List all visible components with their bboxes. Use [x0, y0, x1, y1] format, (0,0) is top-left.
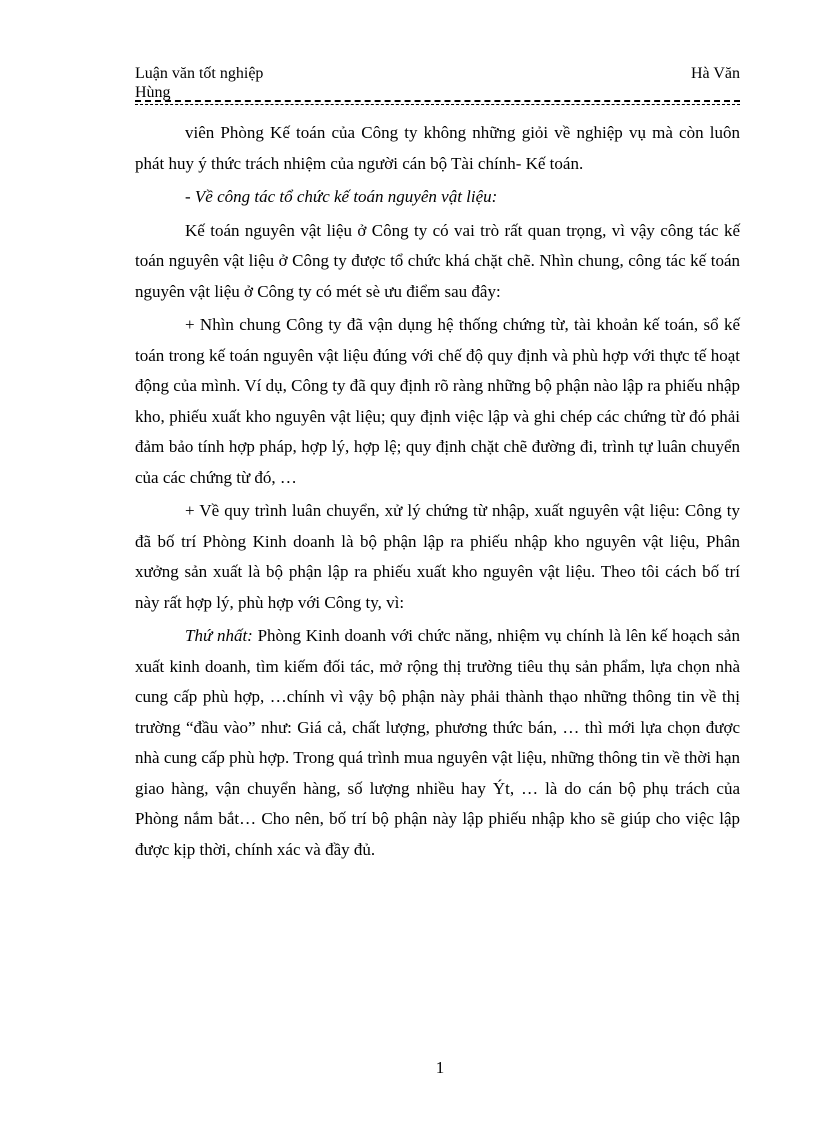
header-divider — [135, 100, 740, 102]
page-number: 1 — [435, 1058, 445, 1077]
first-reason-text: Phòng Kinh doanh với chức năng, nhiệm vụ chính là lên kế hoạch sản xuất kinh doanh, tìm kiếm đối tác, mở rộng thị trường tiêu thụ sản phẩm, lựa chọn nhà cung cấp phù hợp, …chính vì vậy bộ phận này phải thành thạo những thông tin về thị trường “đầu vào” như: Giá cả, chất lượng, phương thức bán, … thì mới lựa chọn được nhà cung cấp phù hợp. Trong quá trình mua nguyên vật liệu, những thông tin về thời hạn giao hàng, vận chuyển hàng, số lượng nhiều hay Ýt, … là do cán bộ phụ trách của Phòng nắm bắt… Cho nên, bố trí bộ phận này lập phiếu nhập kho sẽ giúp cho việc lập được kịp thời, chính xác và đầy đủ. — [135, 626, 740, 859]
header-title: Luận văn tốt nghiệp — [135, 65, 264, 82]
paragraph-procedure: + Về quy trình luân chuyển, xử lý chứng từ nhập, xuất nguyên vật liệu: Công ty đã bố trí Phòng Kinh doanh là bộ phận lập ra phiếu nhập kho nguyên vật liệu, Phân xưởng sản xuất là bộ phận lập ra phiếu xuất kho nguyên vật liệu. Theo tôi cách bố trí này rất hợp lý, phù hợp với Công ty, vì: — [135, 501, 740, 612]
first-reason-lead: Thứ nhất: — [185, 626, 253, 645]
header-author-last: Hùng — [135, 84, 171, 101]
section-heading: - Về công tác tổ chức kế toán nguyên vật liệu: — [185, 187, 498, 206]
paragraph-continuation: viên Phòng Kế toán của Công ty không những giỏi về nghiệp vụ mà còn luôn phát huy ý thức trách nhiệm của người cán bộ Tài chính- Kế toán. — [135, 123, 740, 173]
header-author-first: Hà Văn — [690, 65, 740, 82]
document-body — [135, 118, 740, 868]
header-divider-secondary — [135, 104, 740, 105]
paragraph-documents: + Nhìn chung Công ty đã vận dụng hệ thống chứng từ, tài khoản kế toán, sổ kế toán trong kế toán nguyên vật liệu đúng với chế độ quy định và phù hợp với thực tế hoạt động của mình. Ví dụ, Công ty đã quy định rõ ràng những bộ phận nào lập ra phiếu nhập kho, phiếu xuất kho nguyên vật liệu; quy định việc lập và ghi chép các chứng từ đó phải đảm bảo tính hợp pháp, hợp lý, hợp lệ; quy định chặt chẽ đường đi, trình tự luân chuyển của các chứng từ đó, … — [135, 315, 740, 487]
paragraph-first-reason — [135, 621, 740, 865]
paragraph-overview: Kế toán nguyên vật liệu ở Công ty có vai trò rất quan trọng, vì vậy công tác kế toán nguyên vật liệu ở Công ty được tổ chức khá chặt chẽ. Nhìn chung, công tác kế toán nguyên vật liệu ở Công ty có mét sè ưu điểm sau đây: — [135, 220, 740, 301]
